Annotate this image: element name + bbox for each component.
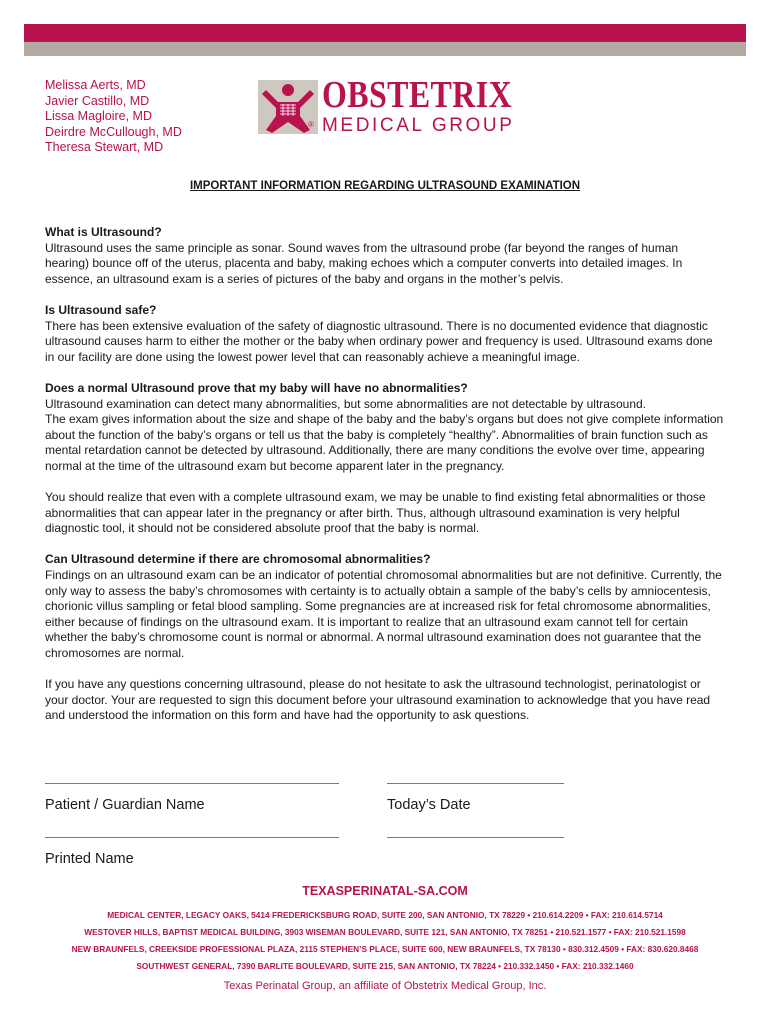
- logo-group: MEDICAL GROUP: [322, 115, 515, 136]
- printed-name-label: Printed Name: [45, 851, 134, 867]
- footer-address: SOUTHWEST GENERAL, 7390 BARLITE BOULEVARD, SUITE 215, SAN ANTONIO, TX 78224 • 210.332.1450 • FAX: 210.332.1460: [136, 961, 634, 971]
- section-paragraph: There has been extensive evaluation of the safety of diagnostic ultrasound. There is no documented evidence that diagnostic ultrasound causes harm to either the mother or the baby when ordinary power and frequency is used. Ultrasound exams done in our facility are done using the lowest power level that can reasonably achieve a meaningful image.: [45, 318, 713, 364]
- section-paragraph: The exam gives information about the size and shape of the baby and the baby’s organs but does not give complete information about the function of the baby’s organs or tell us that the baby is completely “healthy”. Abnormalities of brain function such as mental retardation cannot be detected by ultrasound. Additionally, there are many conditions the evolve over time, appearing normal at the time of the ultrasound exam but become apparent later in the pregnancy.: [45, 412, 724, 473]
- section-heading: What is Ultrasound?: [45, 225, 162, 239]
- header-band-top: [24, 24, 746, 42]
- footer-address: WESTOVER HILLS, BAPTIST MEDICAL BUILDING, 3903 WISEMAN BOULEVARD, SUITE 121, SAN ANTONIO, TX 78251 • 210.521.1577 • FAX: 210.521.1598: [84, 927, 686, 937]
- header-band-bottom: [24, 42, 746, 56]
- doctor-name: Theresa Stewart, MD: [45, 140, 164, 155]
- registered-mark: ®: [308, 120, 314, 129]
- document-body: [45, 225, 725, 724]
- blank-signature-line[interactable]: [387, 837, 564, 838]
- doctor-name: Lissa Magloire, MD: [45, 109, 152, 124]
- doctor-name: Javier Castillo, MD: [45, 93, 150, 108]
- section-paragraph: Findings on an ultrasound exam can be an indicator of potential chromosomal abnormalities but are not definitive. Currently, the only way to assess the baby’s chromosomes with certainty is to actually obtain a sample of the baby’s cells by amniocentesis, chorionic villus sampling or fetal blood sampling. Some pregnancies are at increased risk for fetal chromosome abnormalities, either because of findings on the ultrasound exam. It is important to realize that an ultrasound exam cannot tell for certain whether the baby’s chromosome count is normal or abnormal. A normal ultrasound examination does not guarantee that the chromosomes are normal.: [45, 568, 722, 661]
- section-heading: Can Ultrasound determine if there are chromosomal abnormalities?: [45, 552, 431, 567]
- doctor-name: Melissa Aerts, MD: [45, 78, 146, 92]
- doctor-list: [45, 78, 182, 156]
- section-heading: Is Ultrasound safe?: [45, 302, 157, 317]
- printed-name-line[interactable]: [45, 837, 339, 838]
- section-paragraph: Ultrasound examination can detect many abnormalities, but some abnormalities are not detectable by ultrasound.: [45, 396, 647, 411]
- section-paragraph: If you have any questions concerning ultrasound, please do not hesitate to ask the ultrasound technologist, perinatologist or your doctor. Your are requested to sign this document before your ultrasound examination to acknowledge that you have read and understood the information on this form and have had the opportunity to ask questions.: [45, 677, 711, 723]
- section-paragraph: Ultrasound uses the same principle as sonar. Sound waves from the ultrasound probe (far beyond the ranges of human hearing) bounce off of the uterus, placenta and baby, making echoes which a computer converts into detailed images. In essence, an ultrasound exam is a series of pictures of the baby and organs in the mother’s pelvis.: [45, 240, 683, 286]
- patient-signature-line[interactable]: [45, 783, 339, 784]
- patient-name-label: Patient / Guardian Name: [45, 797, 205, 813]
- logo-name: OBSTETRIX: [322, 74, 513, 116]
- section-paragraph: You should realize that even with a complete ultrasound exam, we may be unable to find existing fetal abnormalities or those abnormalities that can appear later in the pregnancy or after birth. Thus, although ultrasound examination is very helpful diagnostic tool, it should not be considered absolute proof that the baby is normal.: [45, 490, 706, 536]
- footer-address: MEDICAL CENTER, LEGACY OAKS, 5414 FREDERICKSBURG ROAD, SUITE 200, SAN ANTONIO, TX 78229 • 210.614.2209 • FAX: 210.614.5714: [107, 910, 663, 920]
- obstetrix-logo: [258, 74, 528, 138]
- document-title: IMPORTANT INFORMATION REGARDING ULTRASOUND EXAMINATION: [189, 180, 581, 192]
- footer-address: NEW BRAUNFELS, CREEKSIDE PROFESSIONAL PLAZA, 2115 STEPHEN’S PLACE, SUITE 600, NEW BRAUNFELS, TX 78130 • 830.312.4509 • FAX: 830.620.8468: [71, 944, 699, 954]
- date-label: Today’s Date: [387, 797, 471, 813]
- section-heading: Does a normal Ultrasound prove that my baby will have no abnormalities?: [45, 380, 468, 395]
- footer-website: TEXASPERINATAL-SA.COM: [302, 884, 468, 898]
- date-signature-line[interactable]: [387, 783, 564, 784]
- doctor-name: Deirdre McCullough, MD: [45, 124, 182, 139]
- footer-affiliation: Texas Perinatal Group, an affiliate of Obstetrix Medical Group, Inc.: [223, 980, 547, 992]
